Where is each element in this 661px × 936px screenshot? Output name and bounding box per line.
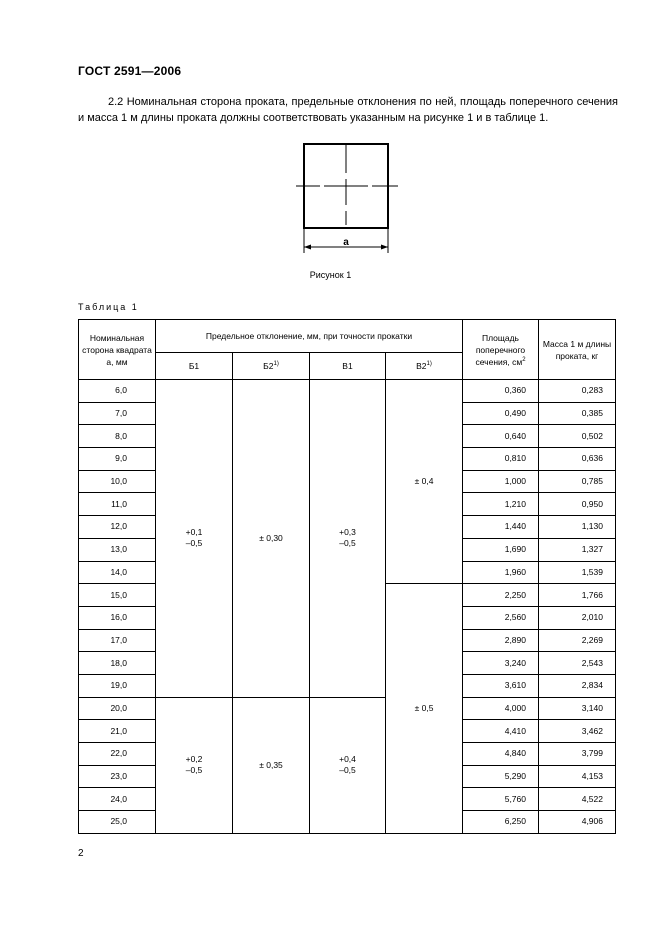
area-cell: 1,000 bbox=[463, 470, 539, 493]
area-cell: 2,890 bbox=[463, 629, 539, 652]
area-cell: 2,250 bbox=[463, 584, 539, 607]
header-deviation-group: Предельное отклонение, мм, при точности прокатки bbox=[156, 320, 463, 353]
side-cell: 8,0 bbox=[79, 425, 156, 448]
v1-deviation-cell: +0,3 –0,5 bbox=[310, 380, 386, 698]
table-title: Таблица 1 bbox=[78, 302, 139, 312]
b2-deviation-cell: ± 0,30 bbox=[233, 380, 310, 698]
dimensions-table bbox=[78, 319, 616, 834]
section-paragraph bbox=[78, 94, 618, 126]
side-cell: 24,0 bbox=[79, 788, 156, 811]
mass-cell: 1,130 bbox=[539, 516, 616, 539]
document-code: ГОСТ 2591—2006 bbox=[78, 64, 182, 78]
area-cell: 0,640 bbox=[463, 425, 539, 448]
header-mass: Масса 1 м длины проката, кг bbox=[539, 320, 616, 380]
mass-cell: 1,766 bbox=[539, 584, 616, 607]
area-cell: 0,360 bbox=[463, 380, 539, 403]
side-cell: 7,0 bbox=[79, 402, 156, 425]
area-cell: 1,960 bbox=[463, 561, 539, 584]
header-b2: Б2$^{1)}$ bbox=[233, 353, 310, 380]
area-cell: 6,250 bbox=[463, 811, 539, 834]
header-v1: В1 bbox=[310, 353, 386, 380]
side-cell: 18,0 bbox=[79, 652, 156, 675]
mass-cell: 3,799 bbox=[539, 743, 616, 766]
area-cell: 1,690 bbox=[463, 538, 539, 561]
v2-deviation-cell: ± 0,4 bbox=[386, 380, 463, 584]
mass-cell: 4,153 bbox=[539, 765, 616, 788]
mass-cell: 3,462 bbox=[539, 720, 616, 743]
mass-cell: 2,269 bbox=[539, 629, 616, 652]
area-cell: 4,840 bbox=[463, 743, 539, 766]
area-cell: 1,210 bbox=[463, 493, 539, 516]
side-cell: 12,0 bbox=[79, 516, 156, 539]
area-cell: 5,760 bbox=[463, 788, 539, 811]
side-cell: 14,0 bbox=[79, 561, 156, 584]
area-cell: 1,440 bbox=[463, 516, 539, 539]
mass-cell: 4,906 bbox=[539, 811, 616, 834]
side-cell: 13,0 bbox=[79, 538, 156, 561]
area-cell: 3,610 bbox=[463, 674, 539, 697]
mass-cell: 0,950 bbox=[539, 493, 616, 516]
v2-deviation-cell: ± 0,5 bbox=[386, 584, 463, 834]
area-cell: 4,000 bbox=[463, 697, 539, 720]
side-cell: 22,0 bbox=[79, 743, 156, 766]
mass-cell: 2,010 bbox=[539, 606, 616, 629]
mass-cell: 0,636 bbox=[539, 448, 616, 471]
mass-cell: 1,327 bbox=[539, 538, 616, 561]
mass-cell: 0,283 bbox=[539, 380, 616, 403]
mass-cell: 4,522 bbox=[539, 788, 616, 811]
page-number: 2 bbox=[78, 848, 84, 859]
header-area: Площадь поперечного сечения, $см^2$ bbox=[463, 320, 539, 380]
area-cell: 4,410 bbox=[463, 720, 539, 743]
side-cell: 15,0 bbox=[79, 584, 156, 607]
side-cell: 25,0 bbox=[79, 811, 156, 834]
mass-cell: 2,543 bbox=[539, 652, 616, 675]
side-cell: 9,0 bbox=[79, 448, 156, 471]
side-cell: 19,0 bbox=[79, 674, 156, 697]
header-b1: Б1 bbox=[156, 353, 233, 380]
header-side: Номинальная сторона квадрата a, мм bbox=[79, 320, 156, 380]
table-row bbox=[79, 697, 616, 720]
b2-deviation-cell: ± 0,35 bbox=[233, 697, 310, 833]
v1-deviation-cell: +0,4 –0,5 bbox=[310, 697, 386, 833]
figure-caption: Рисунок 1 bbox=[309, 270, 352, 280]
table-row bbox=[79, 380, 616, 403]
area-cell: 3,240 bbox=[463, 652, 539, 675]
b1-deviation-cell: +0,2 –0,5 bbox=[156, 697, 233, 833]
side-cell: 23,0 bbox=[79, 765, 156, 788]
area-cell: 0,810 bbox=[463, 448, 539, 471]
area-cell: 2,560 bbox=[463, 606, 539, 629]
side-cell: 10,0 bbox=[79, 470, 156, 493]
b1-deviation-cell: +0,1 –0,5 bbox=[156, 380, 233, 698]
side-cell: 17,0 bbox=[79, 629, 156, 652]
mass-cell: 0,502 bbox=[539, 425, 616, 448]
side-cell: 20,0 bbox=[79, 697, 156, 720]
area-cell: 0,490 bbox=[463, 402, 539, 425]
mass-cell: 3,140 bbox=[539, 697, 616, 720]
square-profile-figure bbox=[296, 143, 398, 253]
paragraph-text: 2.2 Номинальная сторона проката, предельные отклонения по ней, площадь поперечного сечения и масса 1 м длины проката должны соответствовать указанным на рисунке 1 и в таблице 1. bbox=[78, 96, 618, 124]
mass-cell: 0,385 bbox=[539, 402, 616, 425]
area-cell: 5,290 bbox=[463, 765, 539, 788]
arrow-right bbox=[381, 245, 388, 250]
mass-cell: 2,834 bbox=[539, 674, 616, 697]
arrow-left bbox=[304, 245, 311, 250]
mass-cell: 0,785 bbox=[539, 470, 616, 493]
side-cell: 16,0 bbox=[79, 606, 156, 629]
header-v2: В2$^{1)}$ bbox=[386, 353, 463, 380]
side-cell: 6,0 bbox=[79, 380, 156, 403]
side-cell: 21,0 bbox=[79, 720, 156, 743]
dimension-label: a bbox=[343, 237, 349, 248]
mass-cell: 1,539 bbox=[539, 561, 616, 584]
side-cell: 11,0 bbox=[79, 493, 156, 516]
